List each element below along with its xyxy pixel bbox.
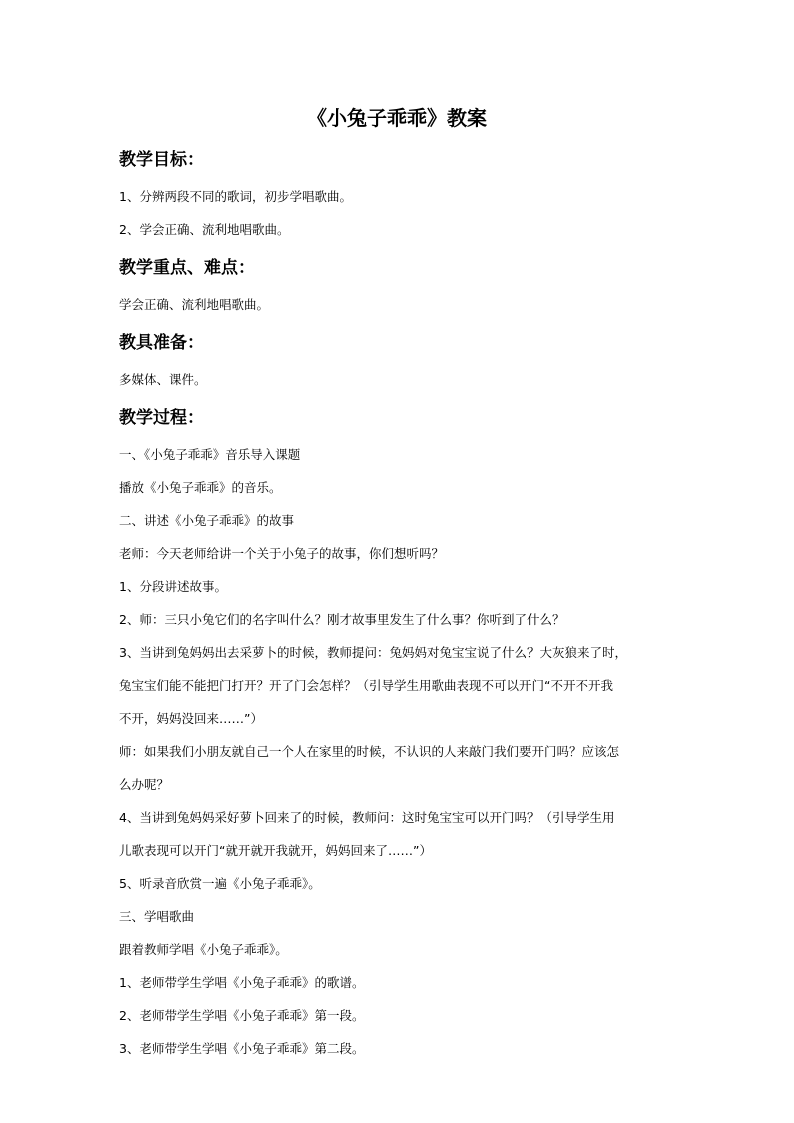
paragraph-line: 2、老师带学生学唱《小兔子乖乖》第一段。 bbox=[119, 1008, 365, 1023]
paragraph-line: 5、听录音欣赏一遍《小兔子乖乖》。 bbox=[119, 876, 321, 891]
paragraph-line: 师：如果我们小朋友就自己一个人在家里的时候，不认识的人来敲门我们要开门吗？应该怎 bbox=[119, 744, 620, 759]
paragraph-line: 么办呢？ bbox=[119, 777, 170, 792]
document-body bbox=[119, 142, 679, 1065]
section-heading-key-points: 教学重点、难点： bbox=[119, 258, 255, 278]
paragraph-line: 1、分辨两段不同的歌词，初步学唱歌曲。 bbox=[119, 189, 352, 204]
paragraph-line: 3、老师带学生学唱《小兔子乖乖》第二段。 bbox=[119, 1041, 365, 1056]
paragraph-line: 一、《小兔子乖乖》音乐导入课题 bbox=[119, 447, 301, 462]
paragraph-line: 3、当讲到兔妈妈出去采萝卜的时候，教师提问：兔妈妈对兔宝宝说了什么？大灰狼来了时， bbox=[119, 645, 627, 660]
paragraph-line: 儿歌表现可以开门“就开就开我就开，妈妈回来了……”） bbox=[119, 843, 432, 858]
paragraph-line: 学会正确、流利地唱歌曲。 bbox=[119, 297, 270, 312]
paragraph-line: 老师：今天老师给讲一个关于小兔子的故事，你们想听吗？ bbox=[119, 546, 445, 561]
paragraph-line: 1、分段讲述故事。 bbox=[119, 579, 227, 594]
paragraph-line: 2、学会正确、流利地唱歌曲。 bbox=[119, 222, 290, 237]
section-heading-objectives: 教学目标： bbox=[119, 150, 204, 170]
paragraph-line: 4、当讲到兔妈妈采好萝卜回来了的时候，教师问：这时兔宝宝可以开门吗？（引导学生用 bbox=[119, 810, 615, 825]
document-title: 《小兔子乖乖》教案 bbox=[307, 106, 487, 130]
paragraph-line: 多媒体、课件。 bbox=[119, 372, 207, 387]
paragraph-line: 播放《小兔子乖乖》的音乐。 bbox=[119, 480, 282, 495]
paragraph-line: 二、讲述《小兔子乖乖》的故事 bbox=[119, 513, 295, 528]
section-heading-materials: 教具准备： bbox=[119, 333, 204, 353]
paragraph-line: 1、老师带学生学唱《小兔子乖乖》的歌谱。 bbox=[119, 975, 365, 990]
paragraph-line: 兔宝宝们能不能把门打开？开了门会怎样？（引导学生用歌曲表现不可以开门“不开不开我 bbox=[119, 678, 613, 693]
paragraph-line: 不开，妈妈没回来……”） bbox=[119, 711, 263, 726]
paragraph-line: 跟着教师学唱《小兔子乖乖》。 bbox=[119, 942, 288, 957]
paragraph-line: 三、学唱歌曲 bbox=[119, 909, 195, 924]
section-heading-process: 教学过程： bbox=[119, 408, 204, 428]
paragraph-line: 2、师：三只小兔它们的名字叫什么？刚才故事里发生了什么事？你听到了什么？ bbox=[119, 612, 565, 627]
